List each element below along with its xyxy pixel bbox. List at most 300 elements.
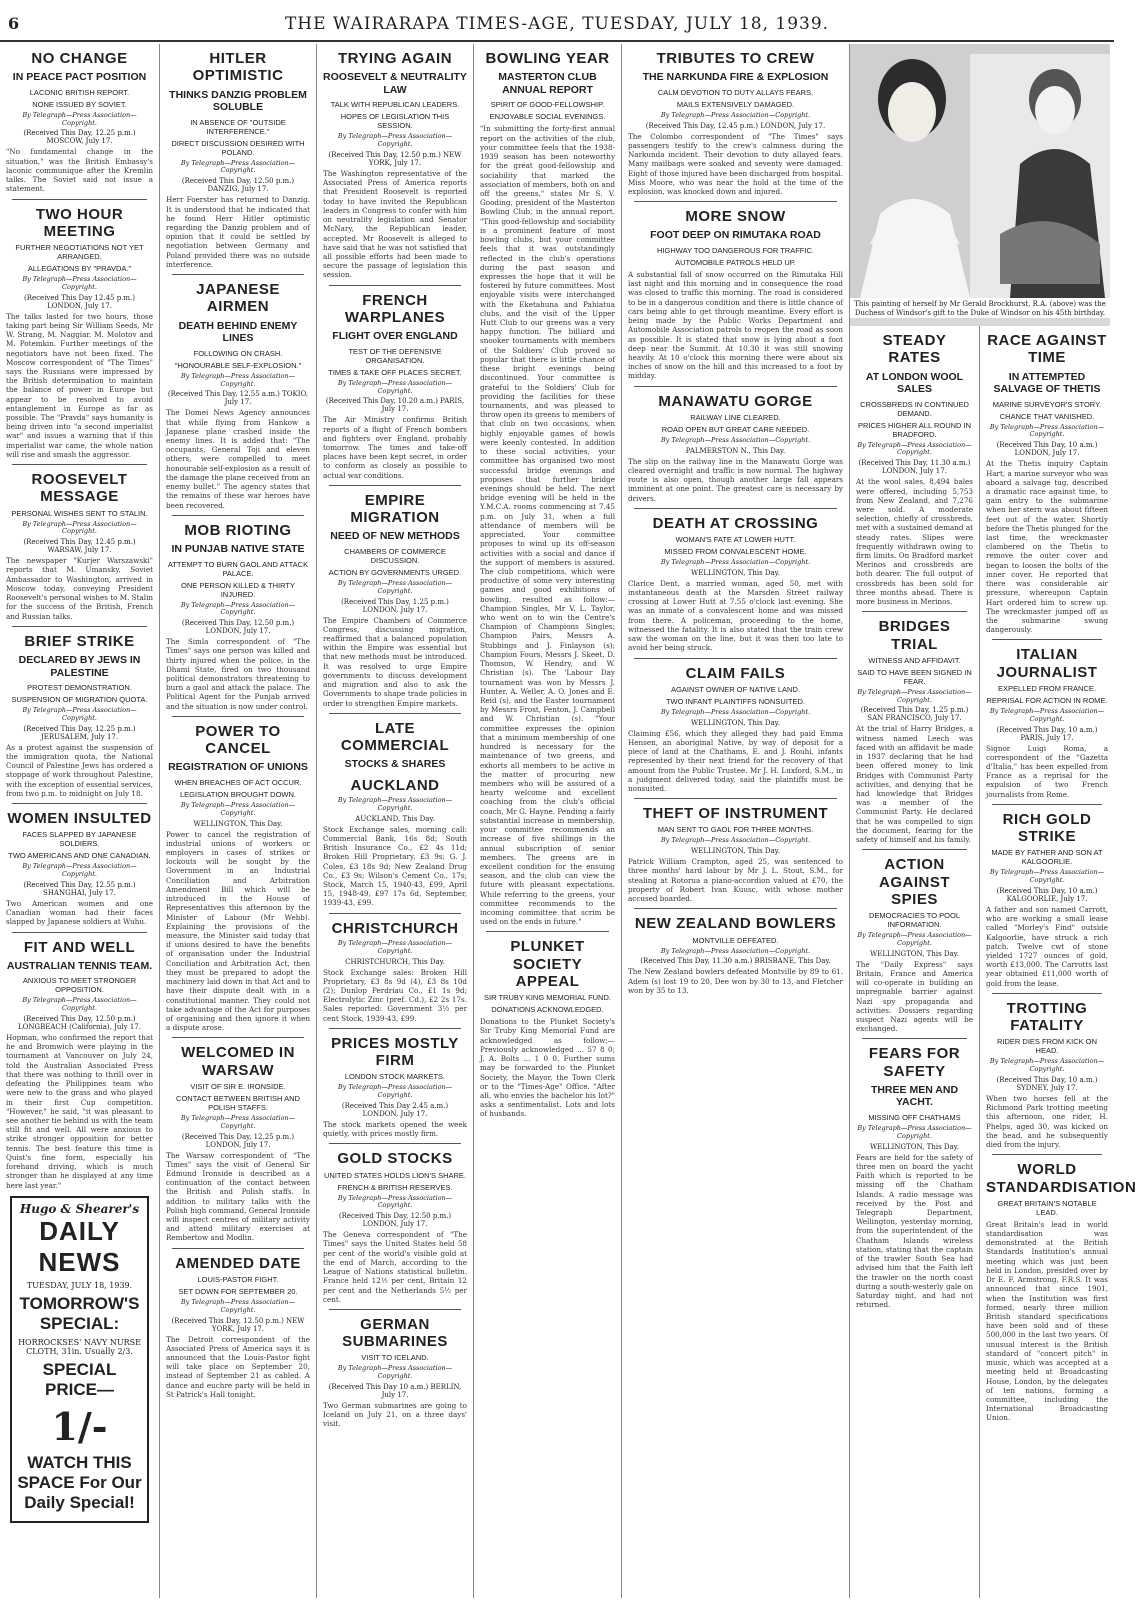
wire-credit: By Telegraph—Press Association—Copyright. bbox=[660, 707, 811, 716]
article-body: Patrick William Crampton, aged 25, was sentenced to three months' hard labour by Mr J. L. Stout, S.M., for stealing at Rotorua a piano-accordion valued at £70, the property of Robert Ivan Kuusc, with whose mother accused boarded. bbox=[628, 857, 843, 904]
headline: MORE SNOW bbox=[685, 208, 786, 226]
deck: VISIT OF SIR E. IRONSIDE. bbox=[190, 1081, 286, 1091]
article-body: The Geneva correspondent of "The Times" says the United States held 58 per cent of the world's visible gold at the end of March, according to the League of Nations statistical bulletin. France held 12½ per cent, Britain 12 per cent and the Netherlands 5½ per cent. bbox=[323, 1230, 467, 1304]
deck: GREAT BRITAIN'S NOTABLE LEAD. bbox=[997, 1198, 1097, 1217]
headline: EMPIRE MIGRATION bbox=[350, 491, 440, 527]
article-body: The "Daily Express" says Britain, France and America will co-operate in building an impregnable barrier against Nazi spy propaganda and activities. Dossiers regarding suspect Nazi agents will be exchanged. bbox=[856, 959, 973, 1034]
article-divider bbox=[329, 913, 461, 914]
dateline: (Received This Day, 12.50 p.m.) DANZIG, July 17. bbox=[181, 177, 295, 194]
article-divider bbox=[172, 1248, 304, 1249]
dateline: (Received This Day, 12.25 p.m.) MOSCOW, July 17. bbox=[23, 129, 136, 146]
headline: HITLER OPTIMISTIC bbox=[192, 50, 284, 85]
headline: THEFT OF INSTRUMENT bbox=[642, 805, 829, 823]
headline: RACE AGAINST TIME bbox=[987, 332, 1107, 367]
article-body: The talks lasted for two hours, those taking part being Sir William Seeds, Mr W. Strang, M. Naggiar, M. Molotov and M. Potemkin. Further meetings of the negotiators have not been fixed. The Moscow correspondent of "The Times" says the Russians were impressed by the British determination to maintain the balance of power in Europe but appear to be resolved to avoid entanglement in Europe as far as possible. The "Pravda" says humanity is being driven into "a second imperialist war" and issues a warning that if this imperialist war came, the whole nation will rise and smash the aggressor. bbox=[6, 311, 153, 459]
dateline: (Received This Day, 12.50 p.m.) LONGBEACH (California), July 17. bbox=[18, 1015, 141, 1032]
article bbox=[323, 50, 467, 280]
wire-credit: By Telegraph—Press Association—Copyright. bbox=[857, 440, 972, 457]
article-divider bbox=[12, 464, 147, 465]
article bbox=[166, 1248, 310, 1399]
headline: WOMEN INSULTED bbox=[7, 810, 152, 828]
subheadline: IN PUNJAB NATIVE STATE bbox=[171, 542, 305, 555]
deck: LEGISLATION BROUGHT DOWN. bbox=[180, 790, 296, 799]
deck: ONE PERSON KILLED & THIRTY INJURED. bbox=[181, 580, 295, 599]
article-divider bbox=[329, 713, 461, 714]
wire-credit: By Telegraph—Press Association—Copyright. bbox=[180, 600, 296, 617]
dateline: CHRISTCHURCH, This Day. bbox=[345, 957, 445, 966]
ad-title: DAILY NEWS bbox=[38, 1215, 121, 1277]
dateline: WELLINGTON, This Day. bbox=[691, 568, 780, 577]
wire-credit: By Telegraph—Press Association—Copyright. bbox=[337, 132, 453, 149]
subheadline: THE NARKUNDA FIRE & EXPLOSION bbox=[642, 71, 829, 84]
deck: WOMAN'S FATE AT LOWER HUTT. bbox=[675, 535, 796, 545]
article-body: Great Britain's lead in world standardisation was demonstrated at the British Standards Institution's annual meeting which was just been held in London, presided over by Dr E. F. Armstrong, F.R.S. It was announced that since 1901, when the Institution was first formed, nearly three million British standard specifications have been sold and of these 500,000 in the last two years. Of unusual interest is the British standard of "concert pitch" in music, which was accepted at a meeting held at Broadcasting House, London, by the delegates of ten nations, forming a committee, including the International Broadcasting Union. bbox=[986, 1219, 1108, 1423]
wire-credit: By Telegraph—Press Association—Copyright. bbox=[22, 275, 137, 291]
deck: SET DOWN FOR SEPTEMBER 20. bbox=[178, 1286, 298, 1296]
wire-credit: By Telegraph—Press Association—Copyright. bbox=[22, 862, 137, 879]
ad-price-label: SPECIAL PRICE— bbox=[42, 1359, 117, 1399]
article-divider bbox=[12, 626, 147, 627]
headline: PLUNKET SOCIETY APPEAL bbox=[510, 938, 585, 990]
article-divider bbox=[992, 639, 1102, 640]
article bbox=[6, 932, 153, 1190]
wire-credit: By Telegraph—Press Association—Copyright. bbox=[337, 1083, 453, 1100]
article-body: A father and son named Carrott, who are working a small lease called "Morley's Find" outside Kalgoorlie, have struck a rich patch. Twelve cwt of stone yielded 1727 ounces of gold, worth £13,000. The Carrotts last year obtained £11,000 worth of gold from the lease. bbox=[986, 904, 1108, 988]
section-headline: AUCKLAND bbox=[350, 776, 440, 794]
wire-credit: By Telegraph—Press Association—Copyright. bbox=[660, 836, 811, 845]
deck: "HONOURABLE SELF-EXPLOSION." bbox=[174, 360, 302, 370]
article-body: Signor Luigi Roma, a correspondent of the "Gazetta d'Italia," has been expelled from France as a reprisal for the expulsion of two French journalists from Rome. bbox=[986, 743, 1108, 799]
subheadline: DEATH BEHIND ENEMY LINES bbox=[178, 319, 298, 345]
dateline: (Received This Day 10 a.m.) BERLIN, July 17. bbox=[328, 1383, 462, 1400]
article-divider bbox=[992, 993, 1102, 994]
wire-credit: By Telegraph—Press Association—Copyright. bbox=[180, 158, 296, 175]
article bbox=[856, 1038, 973, 1309]
photo-caption: This painting of herself by Mr Gerald Brockhurst, R.A. (above) was the Duchess of Windsor's gift to the Duke of Windsor on his 45th birthday. bbox=[850, 298, 1110, 318]
deck: MAILS EXTENSIVELY DAMAGED. bbox=[676, 99, 795, 109]
article bbox=[986, 639, 1108, 798]
deck: TWO AMERICANS AND ONE CANADIAN. bbox=[8, 851, 151, 861]
deck: HOPES OF LEGISLATION THIS SESSION. bbox=[340, 112, 450, 131]
wire-credit: By Telegraph—Press Association—Copyright. bbox=[989, 422, 1105, 439]
deck: IN ABSENCE OF "OUTSIDE INTERFERENCE." bbox=[190, 117, 286, 136]
headline: DEATH AT CROSSING bbox=[652, 514, 819, 532]
deck: CHAMBERS OF COMMERCE DISCUSSION. bbox=[344, 546, 446, 565]
column-2 bbox=[160, 44, 317, 1598]
subheadline: DECLARED BY JEWS IN PALESTINE bbox=[18, 654, 141, 679]
article-divider bbox=[862, 849, 967, 850]
dateline: (Received This Day, 12.55 p.m.) SHANGHAI, July 17. bbox=[23, 880, 136, 897]
deck: ATTEMPT TO BURN GAOL AND ATTACK PALACE. bbox=[167, 559, 309, 578]
dateline: AUCKLAND, This Day. bbox=[355, 814, 435, 823]
article-divider bbox=[12, 199, 147, 200]
headline: POWER TO CANCEL bbox=[195, 722, 281, 758]
article bbox=[6, 464, 153, 621]
wire-credit: By Telegraph—Press Association—Copyright. bbox=[180, 1113, 296, 1130]
wire-credit: By Telegraph—Press Association—Copyright. bbox=[22, 519, 137, 536]
article-body: Herr Foerster has returned to Danzig. It is understood that he indicated that he found Herr Hitler optimistic regarding the Danzig problem and of opinion that it could be settled by negotiation between Germany and Poland provided there was no outside interference. bbox=[166, 195, 310, 269]
dateline: (Received This Day, 11.30 a.m.) LONDON, July 17. bbox=[858, 459, 971, 476]
deck: AGAINST OWNER OF NATIVE LAND. bbox=[671, 684, 800, 694]
article-divider bbox=[329, 1143, 461, 1144]
article-divider bbox=[172, 274, 304, 275]
deck: ALLEGATIONS BY "PRAVDA." bbox=[27, 264, 132, 274]
article-body: At the wool sales, 8,494 bales were offered, including 5,753 from New Zealand, and 7,276 were sold. A moderate selection, chiefly of crossbreds, met with a sustained demand at steady rates. Slipes were frequently withdrawn owing to firm limits. On Bradford market Merinos and crossbreds are both dearer. The full output of crossbreds has been sold for three months ahead. There is more business in Merinos. bbox=[856, 477, 973, 607]
headline: ITALIAN JOURNALIST bbox=[996, 646, 1098, 681]
headline: FIT AND WELL bbox=[23, 938, 136, 956]
deck: MARINE SURVEYOR'S STORY. bbox=[992, 399, 1102, 409]
dateline: (Received This Day, 12.45 p.m.) WARSAW, July 17. bbox=[23, 538, 136, 555]
deck: SAID TO HAVE BEEN SIGNED IN FEAR. bbox=[857, 667, 972, 686]
article-body: "In submitting the forty-first annual report on the activities of the club, your committee feels that the 1938-1939 season has been noteworthy for the great good-fellowship and sociability that marked the association of members, both on and off the greens," states Mr S. V. Gooding, president of the Masterton Bowling Club, in the annual report. "This good-fellowship and sociability is a prominent feature of most bowling clubs, but your committee feels that it was outstandingly reflected in the club's operations during the past season and expresses the hope that it will be fostered by future committees. Most enjoyable visits were interchanged with the Eketahuna and Pahiatua clubs, and the visit of the Upper Hutt Club to our greens was a very happy function. The billiard and snooker tournaments with members of the Soldiers' Club proved so popular that there is little chance of these bright evenings being discontinued. Your committee is grateful to the Soldiers' Club for providing the facilities for these tournaments, and was pleased to throw open its greens to members of that club on two occasions, when highly enjoyable games of bowls were keenly contested. In addition to these social activities, your committee has organised two most successful bridge evenings and proposes that further bridge evenings should be held. The next bridge evening will be held in the Y.M.C.A. rooms commencing at 7.45 p.m. on July 31, when a full attendance of members will be appreciated. Your committee proposes to wind up its off-season activities with a social and dance if the support of members is assured. The club competitions, which were productive of some very interesting games and good exhibitions of bowling, resulted as follow:—Champion Singles, Mr V. L. Taylor, who went on to win the Centre's Champion of Champions Singles; Champion Pairs, Messrs A. Stubbings and J. Finlayson (s); Champion Fours, Messrs J. Skeet, D. Thomson, W. Hendry, and W. Christian (s). The 'Labour Day tournament was won by Messrs J. Hunter, A. Weller, A. O. Jones and E. Reid (s), and the Easter tournament by Messrs Frost, Fenton, J. Campbell and W. Christian (s). "Your committee expresses the opinion that a minimum membership of one hundred is necessary for the maintenance of two greens, and exhorts all members to be active in the matter of procuring new members who will be assured of a hearty welcome and excellent coaching from the club's official coach, Mr G. Hayne. Pending a fairly substantial increase in membership, your committee recommends an increase of five shillings in the annual subscription of senior members. The greens are in excellent condition for the ensuing season, and the club can view the future with pleasant expectations. While referring to the greens, your committee recommends to the incoming committee that scrim be used on the ends in future." bbox=[480, 124, 615, 927]
ad-watch: WATCH THIS SPACE For Our Daily Special! bbox=[17, 1452, 142, 1512]
dateline: WELLINGTON, This Day. bbox=[870, 949, 959, 958]
deck: SUSPENSION OF MIGRATION QUOTA. bbox=[11, 695, 148, 705]
deck: MAN SENT TO GAOL FOR THREE MONTHS. bbox=[657, 825, 814, 835]
masthead bbox=[0, 0, 1114, 42]
article-body: At the trial of Harry Bridges, a witness named Leech was faced with an affidavit he made in 1937 declaring that he had been offered money to link Bridges with Communist Party activities, and denying that he had knowledge that Bridges was a member of the Communist Party. He declared that he was compelled to sign the document, fearing for the safety of himself and his family. bbox=[856, 724, 973, 845]
article-divider bbox=[634, 508, 837, 509]
deck: FOLLOWING ON CRASH. bbox=[193, 348, 283, 358]
article bbox=[856, 332, 973, 606]
wire-credit: By Telegraph—Press Association—Copyright. bbox=[180, 371, 296, 388]
article bbox=[166, 1037, 310, 1242]
headline: TWO HOUR MEETING bbox=[35, 205, 124, 240]
article-body: The Warsaw correspondent of "The Times" says the visit of General Sir Edmund Ironside is described as a continuation of the contact between the British and Polish staffs. In addition to military talks with the Polish high command, General Ironside will inspect centres of military activity and attend military exercises at Rembertow and Modlin. bbox=[166, 1150, 310, 1243]
wire-credit: By Telegraph—Press Association—Copyright. bbox=[989, 706, 1105, 723]
headline: TRYING AGAIN bbox=[337, 50, 453, 67]
article bbox=[856, 849, 973, 1033]
deck: RIDER DIES FROM KICK ON HEAD. bbox=[996, 1037, 1097, 1056]
article bbox=[323, 1309, 467, 1429]
deck: CROSSBREDS IN CONTINUED DEMAND. bbox=[860, 399, 969, 418]
article-body: A substantial fall of snow occurred on the Rimutaka Hill last night and this morning and in consequence the road was closed to traffic this morning. The road is considered to be in a dangerous condition and there is little chance of cars being able to get through meantime. Every effort is being made by the Public Works Department and Automobile Association patrols to reopen the road as soon as possible. It is stated that snow is lying about a foot deep near the Summit. At 10.30 it was still snowing heavily. At 10 o'clock this morning there were about six inches of snow on the hill and this increased to a foot by midday. bbox=[628, 270, 843, 381]
deck: ROAD OPEN BUT GREAT CARE NEEDED. bbox=[661, 424, 810, 434]
dateline: (Received This Day, 1.25 p.m.) SAN FRANCISCO, July 17. bbox=[860, 706, 969, 723]
deck: ACTION BY GOVERNMENTS URGED. bbox=[328, 567, 462, 577]
newspaper-title: THE WAIRARAPA TIMES-AGE, TUESDAY, JULY 18, 1939. bbox=[284, 14, 830, 34]
subheadline: ROOSEVELT & NEUTRALITY LAW bbox=[323, 71, 467, 96]
subheadline: THREE MEN AND YACHT. bbox=[870, 1083, 959, 1109]
deck: MADE BY FATHER AND SON AT KALGOORLIE. bbox=[991, 848, 1103, 867]
headline: BOWLING YEAR bbox=[485, 50, 610, 67]
dateline: (Received This Day, 12.50 p.m.) NEW YORK, July 17. bbox=[328, 151, 462, 168]
wire-credit: By Telegraph—Press Association—Copyright. bbox=[857, 931, 972, 947]
deck: DIRECT DISCUSSION DESIRED WITH POLAND. bbox=[171, 138, 305, 157]
deck: CALM DEVOTION TO DUTY ALLAYS FEARS. bbox=[657, 87, 814, 97]
dateline: (Received This Day, 11.30 a.m.) BRISBANE, This Day. bbox=[640, 957, 831, 966]
subheadline: REGISTRATION OF UNIONS bbox=[168, 761, 308, 774]
subheadline: NEED OF NEW METHODS bbox=[330, 530, 460, 543]
dateline: (Received This Day 12.45 p.m.) LONDON, July 17. bbox=[23, 293, 135, 310]
article bbox=[986, 332, 1108, 634]
headline: GERMAN SUBMARINES bbox=[342, 1315, 448, 1351]
deck: TEST OF THE DEFENSIVE ORGANISATION. bbox=[348, 346, 442, 365]
article bbox=[166, 716, 310, 1033]
article-body: The Washington representative of the Associated Press of America reports that President Roosevelt is reported today to have invited the Republican leaders in Congress to confer with him on neutrality legislation and Senator McNary, the Republican leader, accepted. Mr Roosevelt is alleged to have said that he was not satisfied that all possible efforts had been made to secure the passage of legislation this session. bbox=[323, 169, 467, 280]
article-body: Two German submarines are going to Iceland on July 21, on a three days' visit. bbox=[323, 1401, 467, 1429]
article bbox=[480, 50, 615, 926]
deck: TALK WITH REPUBLICAN LEADERS. bbox=[330, 100, 460, 110]
subheadline: MASTERTON CLUB ANNUAL REPORT bbox=[498, 71, 597, 96]
dateline: (Received This Day, 12.50 p.m.) LONDON, July 17. bbox=[181, 619, 295, 636]
deck: FACES SLAPPED BY JAPANESE SOLDIERS. bbox=[22, 830, 137, 849]
column-4 bbox=[474, 44, 622, 1598]
dateline: (Received This Day, 12.25 p.m.) LONDON, July 17. bbox=[181, 1132, 295, 1149]
article bbox=[323, 713, 467, 908]
headline: WORLD STANDARDISATION bbox=[986, 1161, 1136, 1196]
deck: SPIRIT OF GOOD-FELLOWSHIP. bbox=[490, 100, 605, 110]
article bbox=[986, 804, 1108, 988]
article-body: At the Thetis inquiry Captain Hart, a marine surveyor who was aboard a salvage tug, described a dramatic race against time, to gain entry to the submarine when her stern was about fifteen feet out of the water. Shortly before the Thetis plunged for the last time, the wreckmaster clambered on the Thetis to remove the outer cover and began to loosen the bolts of the inner cover. He reported that there was considerable air pressure, whereupon Captain Hart ordered him to screw up. The wreckmaster jumped off as the submarine swung dangerously. bbox=[986, 459, 1108, 635]
article-body: The slip on the railway line in the Manawatu Gorge was cleared overnight and traffic is now normal. The highway route is also open, though another large fall appears imminent at one point. The greatest care is necessary by drivers. bbox=[628, 456, 843, 503]
dateline: (Received This Day, 12.50 p.m.) NEW YORK, July 17. bbox=[171, 1316, 305, 1333]
dateline: (Received This Day, 10.20 a.m.) PARIS, July 17. bbox=[325, 397, 465, 414]
article-divider bbox=[329, 485, 461, 486]
article-body: Fears are held for the safety of three men on board the yacht Faith which is reported to be missing off the Chatham Islands. A radio message was received by the Post and Telegraph Department, Wellington, yesterday morning, from the superintendent of the Chatham Islands wireless station, stating that the captain of the trawler South Sea had advised him that the Faith left the trawler on the north coast during a south-westerly gale on Saturday night, and had not returned. bbox=[856, 1152, 973, 1310]
headline: WELCOMED IN WARSAW bbox=[181, 1044, 295, 1079]
deck: CONTACT BETWEEN BRITISH AND POLISH STAFFS. bbox=[176, 1093, 300, 1112]
headline: MOB RIOTING bbox=[184, 521, 292, 539]
advertisement bbox=[10, 1196, 149, 1523]
deck: EXPELLED FROM FRANCE. bbox=[998, 683, 1096, 693]
wire-credit: By Telegraph—Press Association—Copyright. bbox=[337, 938, 453, 955]
dateline: (Received This Day, 10 a.m.) LONDON, July 17. bbox=[996, 441, 1098, 458]
wire-credit: By Telegraph—Press Association—Copyright. bbox=[857, 687, 972, 704]
article-divider bbox=[172, 1037, 304, 1038]
headline: RICH GOLD STRIKE bbox=[1002, 810, 1092, 846]
dateline: (Received This Day 2.45 a.m.) LONDON, July 17. bbox=[341, 1101, 449, 1118]
deck: SIR TRUBY KING MEMORIAL FUND. bbox=[484, 993, 611, 1003]
wire-credit: By Telegraph—Press Association—Copyright. bbox=[22, 996, 137, 1013]
article-body: The Simla correspondent of "The Times" says one person was killed and thirty injured when the police, in the Dhami State, fired on two thousand political demonstrators threatening to burn a gaol and attack the palace. The Political Agent for the Punjab arrived and the situation is now under control. bbox=[166, 637, 310, 711]
subheadline: THINKS DANZIG PROBLEM SOLUBLE bbox=[169, 88, 307, 114]
article-body: The Colombo correspondent of "The Times" says passengers testify to the crew's calmness during the Narkunda incident. Their devotion to duty allayed fears. Many mailbags were soaked and seventy were damaged. Eight of those injured have been discharged from hospital. Miss Moore, who was near the hold at the time of the explosion, was knocked down and injured. bbox=[628, 131, 843, 196]
headline: ACTION AGAINST SPIES bbox=[879, 856, 950, 908]
article bbox=[6, 803, 153, 927]
article-body: Power to cancel the registration of industrial unions of workers or employers in cases of strikes or lockouts will be sought by the Government in an Industrial Conciliation and Arbitration Amendment Bill which will be introduced in the House of Representatives this afternoon by the Minister of Labour (Mr Webb). Explaining the provisions of the measure, the Minister said today that if unions desired to have the benefits of organisation under the Industrial Conciliation and Arbitration Act, then they must be prepared to adopt the machinery laid down in that Act and to have their dispute dealt with in a constitutional manner. They could not take advantage of the Act for purposes of organising and then ignore it when a dispute arose. bbox=[166, 829, 310, 1033]
headline: GOLD STOCKS bbox=[337, 1150, 453, 1168]
wire-credit: By Telegraph—Press Association—Copyright. bbox=[22, 706, 137, 722]
deck: WHEN BREACHES OF ACT OCCUR. bbox=[174, 778, 302, 787]
article-divider bbox=[634, 658, 837, 659]
article-body: Two American women and one Canadian woman had their faces slapped by Japanese soldiers at Wuhu. bbox=[6, 898, 153, 927]
headline: PRICES MOSTLY FIRM bbox=[331, 1034, 459, 1070]
page-number: 6 bbox=[8, 14, 20, 33]
deck: WITNESS AND AFFIDAVIT. bbox=[868, 655, 961, 665]
wire-credit: By Telegraph—Press Association—Copyright. bbox=[180, 801, 296, 817]
deck: ANXIOUS TO MEET STRONGER OPPOSITION. bbox=[22, 976, 137, 995]
headline: STEADY RATES bbox=[882, 332, 947, 367]
subheadline: FOOT DEEP ON RIMUTAKA ROAD bbox=[650, 229, 821, 242]
headline: CHRISTCHURCH bbox=[331, 919, 459, 937]
article-divider bbox=[992, 804, 1102, 805]
wire-credit: By Telegraph—Press Association—Copyright. bbox=[337, 1193, 453, 1210]
deck: ENJOYABLE SOCIAL EVENINGS. bbox=[489, 112, 606, 122]
deck: DEMOCRACIES TO POOL INFORMATION. bbox=[869, 911, 960, 930]
column-5 bbox=[622, 44, 850, 1598]
dateline: WELLINGTON, This Day. bbox=[691, 847, 780, 856]
deck: FURTHER NEGOTIATIONS NOT YET ARRANGED. bbox=[15, 243, 144, 262]
article bbox=[628, 908, 843, 995]
article bbox=[323, 913, 467, 1023]
dateline: WELLINGTON, This Day. bbox=[193, 819, 283, 828]
headline: TROTTING FATALITY bbox=[1006, 999, 1088, 1035]
article-divider bbox=[862, 1038, 967, 1039]
subheadline: IN ATTEMPTED SALVAGE OF THETIS bbox=[993, 370, 1101, 396]
article bbox=[628, 386, 843, 503]
article-body: Stock Exchange sales: Broken Hill Proprietary, £3 8s 9d (4), £3 8s 10d (2); Dunlop Perdriau Co., £1 1s 9d; Electrolytic Zinc (pref. Cd.), £2 2s 17s. Sales reported: Government 3½ per cent Stock, 1939-43, £99. bbox=[323, 967, 467, 1023]
ad-price: 1/- bbox=[51, 1403, 108, 1449]
article-body: When two horses fell at the Richmond Park trotting meeting this afternoon, one rider, H. Phelps, aged 30, was kicked on the head, and he subsequently died from the injury. bbox=[986, 1094, 1108, 1150]
column-6 bbox=[850, 326, 980, 1598]
article bbox=[166, 50, 310, 269]
article-body: The newspaper "Kurjer Warszawski" reports that M. Umansky, Soviet Ambassador to Washington, arrived in Moscow today, conveying President Roosevelt's personal wishes to M. Stalin for the success of the British, French and Russian talks. bbox=[6, 556, 154, 621]
article-body: Hopman, who confirmed the report that he and Bromwich were playing in the tournament at Vancouver on July 24, told the Australian Associated Press that there was nothing to thrill over in defeating the Philippines team who were new to the grass and who played in their first Cup competition. "However," he said, "it was pleasant to see another tie behind us with the team still fit and well. All were anxious to strike stronger opposition for better tennis. The best feature this time is Quist's fine form, especially his forehand driving, which is much stronger than he displayed at any time here last year." bbox=[6, 1033, 153, 1190]
article-divider bbox=[862, 611, 967, 612]
article-body: The Domei News Agency announces that while flying from Hankow a Japanese plane crashed inside the enemy lines. It is added that: "The occupants, General Toji and eleven others, were compelled to meet honourable self-explosion as a result of the damage the plane received from an enemy bullet." The agency states that the remains of these war heroes have been recovered. bbox=[166, 408, 310, 510]
deck: MONTVILLE DEFEATED. bbox=[692, 935, 779, 945]
article bbox=[6, 50, 153, 194]
deck: PERSONAL WISHES SENT TO STALIN. bbox=[11, 508, 148, 518]
article bbox=[480, 931, 615, 1118]
deck: RAILWAY LINE CLEARED. bbox=[690, 412, 781, 422]
headline: FEARS FOR SAFETY bbox=[868, 1045, 961, 1080]
ad-item: HORROCKSES' NAVY NURSE CLOTH, 31in. Usually 2/3. bbox=[18, 1337, 141, 1356]
article-body: The Detroit correspondent of the Associated Press of America says it is announced that the Louis-Pastor fight will take place on September 20, instead of September 21 as cabled. A dance and euchre party will be held in St Patrick's Hall tonight. bbox=[166, 1334, 310, 1399]
headline: TRIBUTES TO CREW bbox=[656, 50, 815, 67]
wire-credit: By Telegraph—Press Association—Copyright. bbox=[989, 1057, 1105, 1074]
dateline: (Received This Day, 1.25 p.m.) LONDON, July 17. bbox=[341, 597, 449, 614]
headline: LATE COMMERCIAL bbox=[340, 719, 450, 754]
article-divider bbox=[992, 1154, 1102, 1155]
article-divider bbox=[329, 1028, 461, 1029]
headline: NEW ZEALAND BOWLERS bbox=[634, 915, 837, 933]
article-divider bbox=[172, 515, 304, 516]
deck: UNITED STATES HOLDS LION'S SHARE. bbox=[323, 1170, 466, 1180]
wire-credit: By Telegraph—Press Association—Copyright. bbox=[660, 946, 811, 955]
article-divider bbox=[634, 908, 837, 909]
deck: NONE ISSUED BY SOVIET. bbox=[32, 99, 127, 109]
deck: LACONIC BRITISH REPORT. bbox=[29, 87, 130, 97]
article-divider bbox=[634, 386, 837, 387]
dateline: (Received This Day, 10 a.m.) PARIS, July 17. bbox=[996, 725, 1098, 742]
headline: MANAWATU GORGE bbox=[658, 392, 813, 410]
deck: MISSED FROM CONVALESCENT HOME. bbox=[664, 547, 807, 557]
wire-credit: By Telegraph—Press Association—Copyright. bbox=[660, 110, 811, 119]
article-body: Clarice Dent, a married woman, aged 50, met with instantaneous death at the Marsden Street railway crossing at Lower Hutt at 7.55 o'clock last evening. She was an inmate of a convalescent home and was missed from there. A policeman, proceeding to the home, witnessed the fatality. It is also stated that the train crew saw the woman on the line, but it was then too late to avoid her being struck. bbox=[628, 578, 843, 653]
article-body: Stock Exchange sales, morning call: Commercial Bank, 16s 8d; South British Insurance Co., £2 4s 11d; Broken Hill Proprietary, £3 9s; G. J. Coles, £3 18s 9d; New Zealand Drug Co., £3 9s; Wilson's Cement Co., 17s; Stock, March 15, 1940-43, £99, April 15, 1948-49, £97 17s 6d, September, 1939-43, £99. bbox=[323, 824, 467, 908]
headline: BRIEF STRIKE bbox=[24, 632, 135, 650]
wire-credit: By Telegraph—Press Association—Copyright. bbox=[857, 1124, 972, 1140]
deck: PRICES HIGHER ALL ROUND IN BRADFORD. bbox=[857, 420, 972, 439]
dateline: (Received This Day, 12.50 p.m.) LONDON, July 17. bbox=[338, 1212, 452, 1229]
article bbox=[628, 798, 843, 903]
portrait-photo bbox=[850, 44, 1110, 326]
article bbox=[323, 285, 467, 480]
deck: PROTEST DEMONSTRATION. bbox=[27, 683, 132, 693]
deck: FRENCH & BRITISH RESERVES. bbox=[337, 1182, 453, 1192]
wire-credit: By Telegraph—Press Association—Copyright. bbox=[22, 110, 137, 127]
article bbox=[986, 1154, 1136, 1423]
column-3 bbox=[317, 44, 474, 1598]
article bbox=[166, 274, 310, 510]
article-body: Donations to the Plunket Society's Sir Truby King Memorial Fund are acknowledged as follow:— Previously acknowledged ... 57 8 0; J. A. Bolts ... 1 0 0. Further sums may be forwarded to the Plunket Society, the Mayor, the Town Clerk or to the "Times-Age" Office. "After all, who envies the bachelor his lot?" asks a sentimentalist. Lots and lots of husbands. bbox=[480, 1017, 615, 1119]
article-body: Claiming £56, which they alleged they had paid Emma Hensen, an aboriginal Native, by way of deposit for a piece of land at the Chathams, E. and J. Rouhi, infants represented by their next friend for the recovery of that amount from the Public Trustee. Mr J. H. Luxford, S.M., in a judgment delivered today, said the plaintiffs must be nonsuited. bbox=[628, 728, 843, 793]
article-body: The Air Ministry confirms British reports of a flight of French bombers and fighters over England, probably tomorrow. The times and take-off places have been kept secret, in order to conform as closely as possible to actual war conditions. bbox=[323, 415, 467, 480]
article-body: As a protest against the suspension of the immigration quota, the National Council of Palestine Jews has ordered a stoppage of work throughout Palestine, with the exception of essential services, from two p.m. to midnight on July 18. bbox=[6, 742, 153, 798]
article bbox=[856, 611, 973, 844]
subheadline: STOCKS & SHARES bbox=[344, 758, 446, 771]
headline: ROOSEVELT MESSAGE bbox=[31, 471, 128, 506]
article bbox=[323, 1143, 467, 1304]
headline: BRIDGES TRIAL bbox=[878, 618, 951, 653]
deck: LONDON STOCK MARKETS. bbox=[344, 1072, 446, 1082]
deck: TWO INFANT PLAINTIFFS NONSUITED. bbox=[665, 696, 806, 706]
article-divider bbox=[634, 798, 837, 799]
article bbox=[986, 993, 1108, 1149]
article bbox=[323, 485, 467, 708]
column-7 bbox=[980, 326, 1136, 1598]
article bbox=[6, 199, 153, 460]
wire-credit: By Telegraph—Press Association—Copyright. bbox=[660, 435, 811, 444]
headline: CLAIM FAILS bbox=[685, 664, 786, 682]
wire-credit: By Telegraph—Press Association—Copyright. bbox=[337, 578, 453, 595]
dateline: (Received This Day, 12.55 a.m.) TOKIO, July 17. bbox=[167, 390, 309, 407]
deck: LOUIS-PASTOR FIGHT. bbox=[197, 1274, 279, 1284]
dateline: PALMERSTON N., This Day. bbox=[685, 446, 786, 455]
wire-credit: By Telegraph—Press Association—Copyright. bbox=[660, 558, 811, 567]
deck: DONATIONS ACKNOWLEDGED. bbox=[491, 1005, 604, 1015]
article bbox=[628, 50, 843, 196]
article-divider bbox=[486, 931, 609, 932]
article bbox=[166, 515, 310, 711]
article bbox=[6, 626, 153, 798]
article-divider bbox=[12, 932, 147, 933]
dateline: WELLINGTON, This Day. bbox=[691, 718, 780, 727]
article-body: The Empire Chambers of Commerce Congress, discussing migration, reaffirmed that a balanced population within the Empire was essential but that new methods must be introduced. It was resolved to urge Empire governments to discuss development and migration and also to ask the Governments to shape trade policies in order to strengthen Empire markets. bbox=[323, 615, 467, 708]
article-divider bbox=[329, 285, 461, 286]
article-divider bbox=[329, 1309, 461, 1310]
article-body: The stock markets opened the week quietly, with prices mostly firm. bbox=[323, 1119, 467, 1139]
dateline: WELLINGTON, This Day. bbox=[870, 1142, 959, 1151]
wire-credit: By Telegraph—Press Association—Copyright. bbox=[989, 868, 1105, 885]
article bbox=[628, 508, 843, 653]
ad-firm-name: Hugo & Shearer's bbox=[19, 1201, 140, 1216]
deck: TIMES & TAKE OFF PLACES SECRET. bbox=[328, 367, 462, 377]
article-divider bbox=[12, 803, 147, 804]
article-body: The New Zealand bowlers defeated Montville by 89 to 61. Adem (s) lost 19 to 20, Dee won by 30 to 13, and Fletcher won by 35 to 13. bbox=[628, 967, 843, 995]
subheadline: AUSTRALIAN TENNIS TEAM. bbox=[6, 959, 153, 972]
subheadline: FLIGHT OVER ENGLAND bbox=[332, 330, 458, 343]
wire-credit: By Telegraph—Press Association—Copyright. bbox=[337, 378, 453, 395]
article-divider bbox=[634, 201, 837, 202]
deck: AUTOMOBILE PATROLS HELD UP. bbox=[675, 258, 796, 268]
article-body: "No fundamental change in the situation," was the British Embassy's laconic communique after the Kremlin talks. The Soviet said not issue a statement. bbox=[6, 147, 153, 194]
headline: JAPANESE AIRMEN bbox=[196, 281, 280, 316]
deck: VISIT TO ICELAND. bbox=[361, 1353, 429, 1363]
wire-credit: By Telegraph—Press Association—Copyright. bbox=[337, 1364, 453, 1381]
article bbox=[628, 201, 843, 380]
deck: CHANCE THAT VANISHED. bbox=[999, 411, 1095, 421]
dateline: (Received This Day, 10 a.m.) SYDNEY, July 17. bbox=[996, 1076, 1098, 1092]
headline: NO CHANGE bbox=[31, 50, 128, 67]
wire-credit: By Telegraph—Press Association—Copyright. bbox=[180, 1297, 296, 1314]
article bbox=[323, 1028, 467, 1139]
wire-credit: By Telegraph—Press Association—Copyright. bbox=[337, 796, 453, 812]
dateline: (Received This Day, 12.25 p.m.) JERUSALEM, July 17. bbox=[23, 724, 136, 741]
headline: FRENCH WARPLANES bbox=[344, 291, 446, 326]
